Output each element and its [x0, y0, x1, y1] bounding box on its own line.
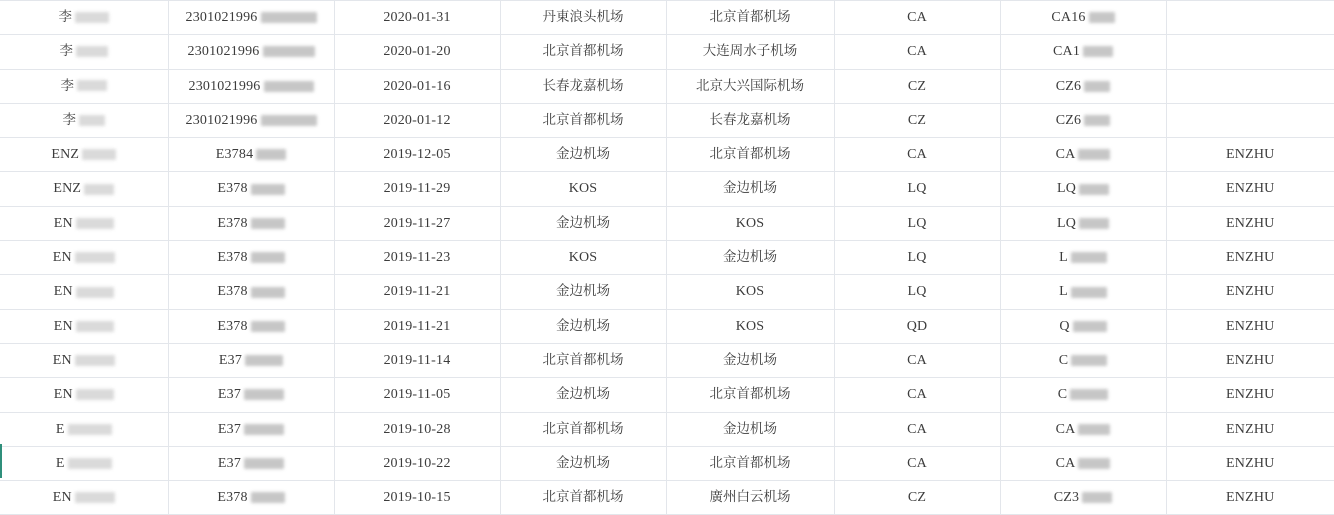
cell-note [1166, 69, 1334, 103]
table-row[interactable] [0, 241, 1334, 275]
cell-name-redaction-block [75, 355, 115, 366]
cell-airline-code-text: CZ [907, 112, 927, 128]
cell-name [0, 412, 168, 446]
cell-flight-number [1000, 309, 1166, 343]
cell-note-text: ENZHU [1226, 352, 1275, 368]
cell-date-text: 2019-10-22 [383, 455, 451, 471]
cell-note [1166, 378, 1334, 412]
cell-airline-code-text: CA [907, 9, 927, 25]
table-row[interactable] [0, 309, 1334, 343]
cell-id-number [168, 172, 334, 206]
cell-departure-airport-text: 金边机场 [556, 214, 610, 231]
cell-id-number-text: 2301021996 [185, 9, 258, 25]
cell-name-text: 李 [60, 77, 74, 94]
cell-arrival-airport [666, 1, 834, 35]
cell-date-text: 2020-01-31 [383, 9, 451, 25]
cell-flight-number [1000, 241, 1166, 275]
cell-departure-airport [500, 241, 666, 275]
cell-note [1166, 35, 1334, 69]
cell-note-text: ENZHU [1226, 455, 1275, 471]
table-row[interactable] [0, 35, 1334, 69]
cell-departure-airport-text: 丹東浪头机场 [542, 8, 624, 25]
cell-date [334, 1, 500, 35]
cell-flight-number [1000, 343, 1166, 377]
cell-note [1166, 172, 1334, 206]
cell-flight-number-text: C [1057, 387, 1068, 403]
cell-departure-airport [500, 378, 666, 412]
cell-flight-number-text: CZ6 [1055, 78, 1082, 94]
cell-name-redaction-block [76, 218, 114, 229]
cell-id-number-text: 2301021996 [187, 44, 260, 60]
cell-departure-airport [500, 1, 666, 35]
cell-date [334, 241, 500, 275]
cell-id-number [168, 412, 334, 446]
table-row[interactable] [0, 378, 1334, 412]
cell-flight-number [1000, 69, 1166, 103]
cell-id-number [168, 378, 334, 412]
cell-id-number-text: E37 [217, 421, 242, 437]
cell-id-number-redaction-block [251, 492, 285, 503]
cell-id-number-redaction-block [261, 115, 317, 126]
cell-flight-number-text: CZ6 [1055, 112, 1082, 128]
cell-id-number-text: E3784 [215, 147, 254, 163]
cell-name-text: E [55, 455, 65, 471]
cell-date [334, 446, 500, 480]
cell-id-number-redaction-block [251, 321, 285, 332]
cell-note [1166, 446, 1334, 480]
cell-flight-number-redaction-block [1071, 355, 1107, 366]
cell-flight-number-redaction-block [1073, 321, 1107, 332]
cell-date-text: 2019-10-15 [383, 490, 451, 506]
cell-departure-airport-text: KOS [568, 250, 598, 266]
cell-name [0, 1, 168, 35]
cell-arrival-airport [666, 309, 834, 343]
cell-id-number [168, 343, 334, 377]
cell-departure-airport [500, 172, 666, 206]
cell-airline-code [834, 35, 1000, 69]
cell-name-redaction-block [82, 149, 116, 160]
cell-name-text: ENZ [51, 147, 80, 163]
cell-flight-number-text: L [1059, 250, 1068, 266]
cell-departure-airport-text: 金边机场 [556, 317, 610, 334]
cell-airline-code-text: LQ [907, 284, 927, 300]
cell-flight-number-redaction-block [1079, 218, 1109, 229]
cell-date-text: 2019-11-23 [383, 250, 451, 266]
cell-airline-code [834, 412, 1000, 446]
cell-flight-number-text: L [1059, 284, 1068, 300]
cell-airline-code-text: CA [907, 455, 927, 471]
cell-id-number-redaction-block [264, 81, 314, 92]
cell-id-number [168, 35, 334, 69]
cell-note-text: ENZHU [1226, 387, 1275, 403]
cell-departure-airport-text: KOS [568, 181, 598, 197]
cell-name-redaction-block [68, 458, 112, 469]
cell-departure-airport-text: 金边机场 [556, 386, 610, 403]
cell-airline-code-text: CZ [907, 490, 927, 506]
table-row[interactable] [0, 138, 1334, 172]
cell-date [334, 378, 500, 412]
cell-date [334, 35, 500, 69]
cell-note-text: ENZHU [1226, 147, 1275, 163]
cell-flight-number [1000, 103, 1166, 137]
cell-note [1166, 275, 1334, 309]
cell-arrival-airport [666, 343, 834, 377]
cell-id-number-redaction-block [251, 184, 285, 195]
cell-flight-number-text: CA1 [1052, 44, 1081, 60]
cell-departure-airport [500, 343, 666, 377]
cell-arrival-airport-text: 大连周水子机场 [702, 43, 798, 60]
cell-arrival-airport-text: 金边机场 [723, 180, 777, 197]
cell-flight-number-redaction-block [1083, 46, 1113, 57]
cell-arrival-airport [666, 412, 834, 446]
table-row[interactable] [0, 103, 1334, 137]
table-row[interactable] [0, 412, 1334, 446]
cell-airline-code [834, 103, 1000, 137]
cell-name [0, 446, 168, 480]
cell-date-text: 2020-01-12 [383, 112, 451, 128]
cell-airline-code [834, 343, 1000, 377]
cell-date-text: 2019-11-21 [383, 318, 451, 334]
cell-id-number [168, 481, 334, 515]
cell-flight-number [1000, 206, 1166, 240]
cell-flight-number [1000, 275, 1166, 309]
cell-departure-airport-text: 金边机场 [556, 454, 610, 471]
cell-flight-number-text: CZ3 [1053, 490, 1080, 506]
cell-id-number-text: E378 [217, 284, 248, 300]
cell-date [334, 206, 500, 240]
cell-flight-number [1000, 446, 1166, 480]
cell-name-text: EN [53, 387, 73, 403]
cell-id-number-redaction-block [251, 287, 285, 298]
cell-note-text: ENZHU [1226, 284, 1275, 300]
cell-name-redaction-block [84, 184, 114, 195]
cell-date-text: 2019-11-14 [383, 352, 451, 368]
cell-note [1166, 412, 1334, 446]
cell-date-text: 2019-11-29 [383, 181, 451, 197]
cell-note [1166, 206, 1334, 240]
cell-flight-number-redaction-block [1084, 115, 1110, 126]
cell-name [0, 343, 168, 377]
cell-flight-number-text: Q [1059, 318, 1070, 334]
cell-name-text: EN [53, 215, 73, 231]
cell-arrival-airport-text: KOS [735, 318, 765, 334]
cell-note [1166, 343, 1334, 377]
cell-id-number-text: E378 [217, 215, 248, 231]
cell-id-number [168, 206, 334, 240]
cell-flight-number [1000, 412, 1166, 446]
cell-name [0, 206, 168, 240]
cell-id-number-text: E378 [217, 250, 248, 266]
cell-arrival-airport-text: 金边机场 [723, 420, 777, 437]
cell-note [1166, 103, 1334, 137]
cell-flight-number [1000, 138, 1166, 172]
cell-flight-number-redaction-block [1078, 458, 1110, 469]
cell-airline-code [834, 1, 1000, 35]
cell-date-text: 2019-10-28 [383, 421, 451, 437]
cell-note [1166, 309, 1334, 343]
cell-date-text: 2019-11-05 [383, 387, 451, 403]
cell-flight-number-redaction-block [1071, 287, 1107, 298]
cell-departure-airport [500, 69, 666, 103]
cell-id-number [168, 275, 334, 309]
cell-departure-airport [500, 35, 666, 69]
cell-date-text: 2019-12-05 [383, 147, 451, 163]
table-row[interactable] [0, 481, 1334, 515]
cell-departure-airport-text: 北京首都机场 [542, 111, 624, 128]
cell-departure-airport [500, 446, 666, 480]
cell-note [1166, 481, 1334, 515]
cell-airline-code [834, 172, 1000, 206]
cell-flight-number-text: C [1058, 352, 1069, 368]
cell-name-text: 李 [58, 8, 72, 25]
cell-name-redaction-block [76, 46, 108, 57]
cell-name [0, 138, 168, 172]
cell-flight-number [1000, 378, 1166, 412]
cell-id-number [168, 446, 334, 480]
table-row[interactable] [0, 1, 1334, 35]
cell-arrival-airport-text: 廣州白云机场 [709, 489, 791, 506]
cell-name-text: E [55, 421, 65, 437]
table-row[interactable] [0, 69, 1334, 103]
table-body [0, 1, 1334, 515]
cell-arrival-airport [666, 446, 834, 480]
cell-departure-airport [500, 103, 666, 137]
cell-name [0, 309, 168, 343]
cell-id-number-text: E37 [217, 455, 242, 471]
cell-arrival-airport-text: 金边机场 [723, 249, 777, 266]
cell-name-redaction-block [75, 12, 109, 23]
cell-arrival-airport [666, 69, 834, 103]
cell-date [334, 412, 500, 446]
cell-flight-number-text: CA [1055, 455, 1076, 471]
cell-id-number [168, 1, 334, 35]
cell-name-text: EN [52, 352, 72, 368]
cell-id-number [168, 103, 334, 137]
cell-date [334, 481, 500, 515]
cell-airline-code [834, 241, 1000, 275]
cell-date-text: 2019-11-27 [383, 215, 451, 231]
row-selection-edge-mark [0, 444, 2, 478]
cell-date [334, 309, 500, 343]
cell-arrival-airport-text: 金边机场 [723, 351, 777, 368]
cell-departure-airport [500, 481, 666, 515]
cell-departure-airport-text: 北京首都机场 [542, 351, 624, 368]
cell-flight-number-text: CA16 [1051, 9, 1086, 25]
cell-arrival-airport-text: 北京首都机场 [709, 146, 791, 163]
cell-id-number-redaction-block [256, 149, 286, 160]
cell-date-text: 2020-01-20 [383, 44, 451, 60]
cell-name-text: EN [52, 490, 72, 506]
cell-name-redaction-block [76, 389, 114, 400]
cell-airline-code-text: CA [907, 147, 927, 163]
cell-id-number-text: 2301021996 [185, 112, 258, 128]
cell-arrival-airport [666, 481, 834, 515]
cell-date [334, 343, 500, 377]
cell-id-number-redaction-block [251, 252, 285, 263]
cell-name [0, 172, 168, 206]
cell-arrival-airport [666, 172, 834, 206]
cell-id-number-redaction-block [244, 458, 284, 469]
cell-airline-code [834, 378, 1000, 412]
cell-arrival-airport [666, 241, 834, 275]
cell-id-number-text: E378 [217, 318, 248, 334]
cell-flight-number-text: CA [1055, 147, 1076, 163]
cell-id-number [168, 241, 334, 275]
cell-airline-code-text: LQ [907, 215, 927, 231]
cell-airline-code [834, 309, 1000, 343]
cell-arrival-airport-text: 北京首都机场 [709, 8, 791, 25]
cell-note-text: ENZHU [1226, 318, 1275, 334]
cell-name-text: EN [52, 250, 72, 266]
cell-arrival-airport-text: KOS [735, 215, 765, 231]
cell-arrival-airport [666, 378, 834, 412]
cell-airline-code [834, 446, 1000, 480]
cell-name-redaction-block [68, 424, 112, 435]
table-row[interactable] [0, 172, 1334, 206]
cell-id-number-redaction-block [245, 355, 283, 366]
cell-arrival-airport [666, 35, 834, 69]
cell-date [334, 172, 500, 206]
cell-name-text: ENZ [53, 181, 82, 197]
cell-airline-code-text: CA [907, 352, 927, 368]
cell-name [0, 103, 168, 137]
cell-id-number [168, 69, 334, 103]
cell-airline-code-text: CA [907, 421, 927, 437]
cell-date [334, 69, 500, 103]
cell-name-redaction-block [79, 115, 105, 126]
cell-departure-airport [500, 206, 666, 240]
cell-id-number-redaction-block [263, 46, 315, 57]
cell-departure-airport [500, 309, 666, 343]
cell-flight-number-text: LQ [1056, 215, 1077, 231]
cell-airline-code-text: CA [907, 387, 927, 403]
cell-date-text: 2019-11-21 [383, 284, 451, 300]
cell-name [0, 481, 168, 515]
cell-name-text: 李 [62, 111, 76, 128]
cell-id-number-text: 2301021996 [188, 78, 261, 94]
cell-flight-number-redaction-block [1078, 149, 1110, 160]
cell-flight-number-redaction-block [1079, 184, 1109, 195]
cell-note-text: ENZHU [1226, 490, 1275, 506]
cell-name-redaction-block [76, 321, 114, 332]
cell-flight-number-text: LQ [1056, 181, 1077, 197]
cell-name-redaction-block [75, 492, 115, 503]
cell-name [0, 69, 168, 103]
cell-id-number-redaction-block [261, 12, 317, 23]
cell-flight-number-redaction-block [1082, 492, 1112, 503]
cell-id-number [168, 309, 334, 343]
cell-id-number-text: E378 [217, 181, 248, 197]
cell-flight-number [1000, 1, 1166, 35]
cell-id-number-redaction-block [244, 389, 284, 400]
cell-name [0, 241, 168, 275]
table-row[interactable] [0, 206, 1334, 240]
cell-date [334, 275, 500, 309]
cell-departure-airport-text: 北京首都机场 [542, 43, 624, 60]
cell-departure-airport-text: 北京首都机场 [542, 489, 624, 506]
cell-airline-code-text: CA [907, 44, 927, 60]
cell-note-text: ENZHU [1226, 181, 1275, 197]
cell-departure-airport-text: 金边机场 [556, 146, 610, 163]
cell-departure-airport-text: 长春龙嘉机场 [542, 77, 624, 94]
cell-note-text: ENZHU [1226, 250, 1275, 266]
cell-arrival-airport [666, 103, 834, 137]
cell-note [1166, 138, 1334, 172]
cell-id-number-redaction-block [244, 424, 284, 435]
cell-name [0, 35, 168, 69]
cell-departure-airport [500, 275, 666, 309]
cell-flight-number-redaction-block [1071, 252, 1107, 263]
cell-arrival-airport [666, 275, 834, 309]
cell-id-number-text: E378 [217, 490, 248, 506]
table-row[interactable] [0, 343, 1334, 377]
cell-date [334, 138, 500, 172]
cell-departure-airport [500, 412, 666, 446]
cell-airline-code [834, 481, 1000, 515]
cell-arrival-airport [666, 206, 834, 240]
cell-id-number-redaction-block [251, 218, 285, 229]
cell-note-text: ENZHU [1226, 215, 1275, 231]
cell-airline-code [834, 275, 1000, 309]
cell-airline-code-text: LQ [907, 250, 927, 266]
cell-name [0, 275, 168, 309]
cell-arrival-airport-text: KOS [735, 284, 765, 300]
cell-id-number-text: E37 [217, 387, 242, 403]
cell-flight-number-text: CA [1055, 421, 1076, 437]
cell-departure-airport-text: 金边机场 [556, 283, 610, 300]
cell-arrival-airport-text: 北京首都机场 [709, 386, 791, 403]
cell-airline-code [834, 138, 1000, 172]
cell-note [1166, 1, 1334, 35]
cell-flight-number-redaction-block [1089, 12, 1115, 23]
cell-name [0, 378, 168, 412]
cell-airline-code [834, 69, 1000, 103]
cell-departure-airport-text: 北京首都机场 [542, 420, 624, 437]
cell-date-text: 2020-01-16 [383, 78, 451, 94]
cell-flight-number [1000, 35, 1166, 69]
cell-name-text: EN [53, 284, 73, 300]
table-row[interactable] [0, 446, 1334, 480]
cell-name-redaction-block [75, 252, 115, 263]
cell-flight-number-redaction-block [1070, 389, 1108, 400]
cell-flight-number [1000, 172, 1166, 206]
cell-airline-code-text: QD [906, 318, 928, 334]
cell-note-text: ENZHU [1226, 421, 1275, 437]
cell-name-redaction-block [77, 80, 107, 91]
cell-airline-code [834, 206, 1000, 240]
cell-name-redaction-block [76, 287, 114, 298]
cell-arrival-airport [666, 138, 834, 172]
cell-name-text: 李 [59, 43, 73, 60]
cell-note [1166, 241, 1334, 275]
cell-departure-airport [500, 138, 666, 172]
cell-airline-code-text: LQ [907, 181, 927, 197]
cell-flight-number-redaction-block [1084, 81, 1110, 92]
cell-name-text: EN [53, 318, 73, 334]
cell-id-number-text: E37 [218, 352, 243, 368]
cell-arrival-airport-text: 北京大兴国际机场 [696, 77, 804, 94]
table-row[interactable] [0, 275, 1334, 309]
cell-flight-number [1000, 481, 1166, 515]
cell-airline-code-text: CZ [907, 78, 927, 94]
cell-flight-number-redaction-block [1078, 424, 1110, 435]
cell-arrival-airport-text: 北京首都机场 [709, 454, 791, 471]
cell-id-number [168, 138, 334, 172]
cell-arrival-airport-text: 长春龙嘉机场 [709, 111, 791, 128]
cell-date [334, 103, 500, 137]
